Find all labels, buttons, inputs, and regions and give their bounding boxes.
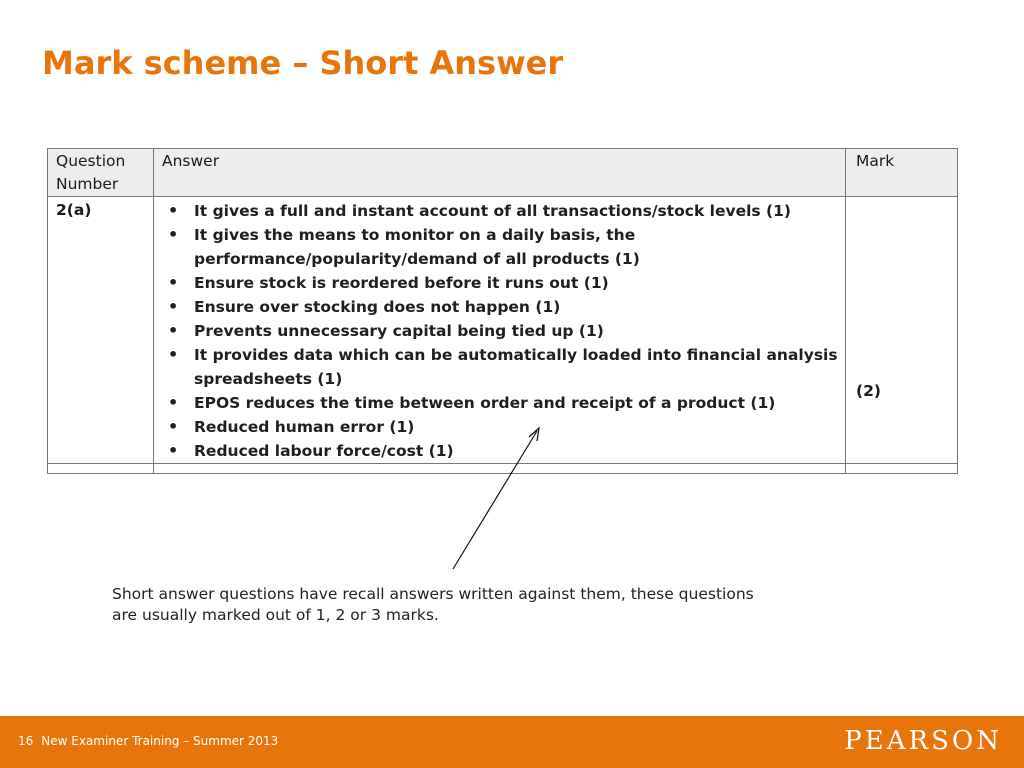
footer-title: New Examiner Training – Summer 2013 [41, 734, 279, 748]
pearson-logo: PEARSON [844, 726, 1002, 756]
mark-value: (2) [856, 382, 881, 400]
list-item: • It provides data which can be automatically loaded into financial analysis spreadsheets (1) [154, 343, 845, 391]
header-mark: Mark [846, 149, 958, 197]
header-answer: Answer [154, 149, 846, 197]
question-number-cell: 2(a) [48, 197, 154, 464]
list-item: • Ensure stock is reordered before it runs out (1) [154, 271, 845, 295]
arrow-line [453, 431, 537, 569]
list-item: • It gives a full and instant account of all transactions/stock levels (1) [154, 199, 845, 223]
explanatory-note: Short answer questions have recall answers written against them, these questions are usually marked out of 1, 2 or 3 marks. [112, 585, 754, 624]
footer-bar [0, 716, 1024, 768]
list-item: • Reduced labour force/cost (1) [154, 439, 845, 463]
list-item: • Ensure over stocking does not happen (1) [154, 295, 845, 319]
page-number: 16 [18, 734, 34, 748]
header-question-line1: Question [56, 152, 126, 170]
footer-caption [18, 734, 278, 748]
slide-title: Mark scheme – Short Answer [42, 44, 564, 82]
list-item: • EPOS reduces the time between order and receipt of a product (1) [154, 391, 845, 415]
header-question-line2: Number [56, 175, 119, 193]
list-item: • Reduced human error (1) [154, 415, 845, 439]
list-item: • Prevents unnecessary capital being tied up (1) [154, 319, 845, 343]
arrow-head [529, 428, 539, 441]
list-item: • It gives the means to monitor on a daily basis, the performance/popularity/demand of all products (1) [154, 223, 845, 271]
